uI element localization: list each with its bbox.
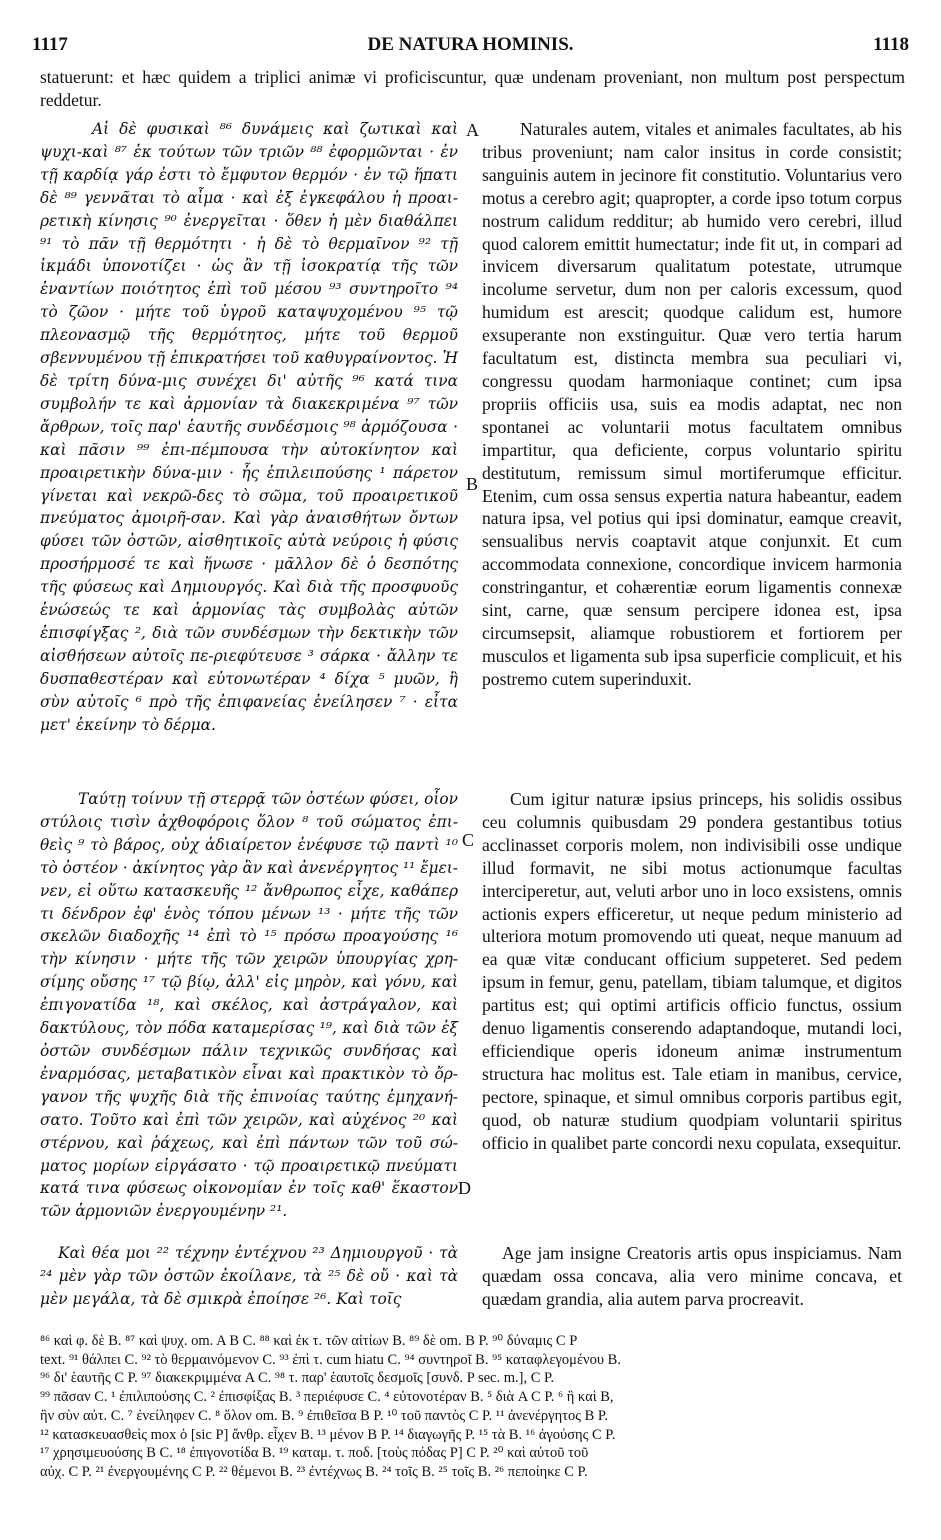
margin-marker-d: D (458, 1178, 471, 1198)
footnote-line: αὐχ. C P. ²¹ ἐνεργουμένης C P. ²² θέμενοι B. ²³ ἐντέχνως B. ²⁴ τοῖς B. ²⁵ τοῖς B. ²⁶ πεποίηκε C P. (40, 1463, 588, 1480)
latin-text-1: Naturales autem, vitales et animales facultates, ab his tribus proveniunt; nam calor insitus in corde consistit; sanguinis autem in jecinore fit constitutio. Voluntarius vero motus a cerebro agit; quapropter, a corde ipso totum corpus nostrum calidum redditur; ab humido vero cerebri, illud quod calorem emittit humectatur; inde fit ut, in compari ad invicem diversarum qualitatum potestate, utrumque incolume servetur, dum non per caloris excessum, quod humidum est arescit; quodque calidum est, humore exsuperante non exstinguitur. Quæ vero tertia harum facultatum est, distincta membra sua peculiari vi, congressu quodam harmoniaque continet; cum ipsa propriis officiis usa, suis ea modis adaptat, nec non spontanei ac voluntarii motus facultatem omnibus impartitur, qua deficiente, corpus voluntario spiritu destitutum, remissum simul mortiferumque efficitur. Etenim, cum ossa sensus expertia natura habeantur, eadem natura ipsa, vel potius qui ipsi dominatur, eamque creavit, sensualibus nervis coaptavit atque conjunxit. Et cum accommodata connexione, concordique invicem harmonia constringantur, et cohærentiæ eorum ligamentis connexæ sint, carne, quæ sensum percipere idonea est, ipsa circumsepsit, aliamque robustiorem et fortiorem per musculos et ligamenta sub ipsa superficie complicuit, et his postremo cutem superinduxit. (482, 119, 902, 689)
latin-paragraph-2 (482, 788, 902, 1155)
greek-text-1: Αἱ δὲ φυσικαὶ ⁸⁶ δυνάμεις καὶ ζωτικαὶ καὶ ψυχι-καὶ ⁸⁷ ἐκ τούτων τῶν τριῶν ⁸⁸ ἐφορμῶνται · ἐν τῇ καρδίᾳ γάρ ἐστι τὸ ἔμφυτον θερμόν · ἐν τῷ ἥπατι δὲ ⁸⁹ γεννᾶται τὸ αἷμα · καὶ ἐξ ἐγκεφάλου ἡ προαι-ρετικὴ κίνησις ⁹⁰ ἐνεργεῖται · ὅθεν ἡ μὲν διαθάλπει ⁹¹ τὸ πᾶν τῇ θερμότητι · ἡ δὲ τὸ θερμαῖνον ⁹² τῇ ἰκμάδι ὑπονοτίζει · ὡς ἂν τῇ ἰσοκρατίᾳ τῆς τῶν ἐναντίων ποιότητος ἐπὶ τοῦ μέσου ⁹³ συντηροῖτο ⁹⁴ τὸ ζῶον · μήτε τοῦ ὑγροῦ καταψυχομένου ⁹⁵ τῷ πλεονασμῷ τῆς θερμότητος, μήτε τοῦ θερμοῦ σβεννυμένου τῇ ἐπικρατήσει τοῦ καθυγραίνοντος. Ἡ δὲ τρίτη δύνα-μις συνέχει δι' αὐτῆς ⁹⁶ κατά τινα συμβολήν τε καὶ ἁρμονίαν τὰ διακεκριμένα ⁹⁷ τῶν ἄρθρων, τοῖς παρ' ἑαυτῆς συνδέσμοις ⁹⁸ ἁρμόζουσα · καὶ πᾶσιν ⁹⁹ ἐπι-πέμπουσα τὴν αὐτοκίνητον καὶ προαιρετικὴν δύνα-μιν · ἧς ἐπιλειπούσης ¹ πάρετον γίνεται καὶ νεκρῶ-δες τὸ σῶμα, τοῦ προαιρετικοῦ πνεύματος ἀμοιρῆ-σαν. Καὶ γὰρ ἀναισθήτων ὄντων φύσει τῶν ὀστῶν, αἰσθητικοῖς αὐτὰ νεύροις ἡ φύσις προσήρμοσέ τε καὶ ἥνωσε · μᾶλλον δὲ ὁ δεσπότης τῆς φύσεως καὶ Δημιουργός. Καὶ διὰ τῆς προσφυοῦς ἑνώσεώς τε καὶ ἁρμονίας τὰς συμβολὰς αὐτῶν ἐπισφίγξας ², διὰ τῶν συνδέσμων τὴν δεκτικὴν τῶν αἰσθήσεων αὐτοῖς πε-ριεφύτευσε ³ σάρκα · ἄλλην τε δυσπαθεστέραν καὶ εὐτονωτέραν ⁴ δίχα ⁵ μυῶν, ἣ σὺν αὐτοῖς ⁶ πρὸ τῆς ἐπιφανείας ἐνείλησεν ⁷ · εἶτα μετ' ἐκείνην τὸ δέρμα. (40, 120, 458, 734)
footnote-line: ¹² κατασκευασθεὶς mox ὁ [sic P] ἄνθρ. εἶχεν B. ¹³ μένον B P. ¹⁴ διαγωγῆς P. ¹⁵ τὰ B. ¹⁶ ἀγούσης C P. (40, 1426, 616, 1443)
latin-text-2: Cum igitur naturæ ipsius princeps, his solidis ossibus ceu columnis quibusdam 29 pondera gestantibus totius acclinasset corporis molem, non indivisibili osse undique illud formavit, ne sibi motus actionumque facultas interciperetur, aut, veluti arbor uno in loco exsistens, omnis actionis expers efficeretur, ut neque pedum ministerio ad ulteriora motum promovendo uti queat, neque manuum ad ea quæ vitæ conducant officium suppeteret. Sed pedem ipsum in femur, genu, patellam, tibiam talumque, et digitos partitus est; qui optimi artificis officio functus, ossium denuo ligamentis conserendo adaptandoque, mutandi loci, efficiendique operis idoneum animæ instrumentum structura hac molitus est. Tale etiam in manibus, cervice, pectore, spinaque, et simul omnibus corporis partibus egit, quod, ob naturæ studium quodpiam voluntarii spiritus officio in qualibet parte concordi nexu copulata, exsequitur. (482, 789, 902, 1153)
page-header (32, 34, 909, 58)
greek-paragraph-2 (40, 788, 458, 1223)
latin-paragraph-1 (482, 118, 902, 691)
greek-paragraph-3 (40, 1242, 458, 1311)
running-title: DE NATURA HOMINIS. (367, 34, 574, 55)
greek-text-3: Καὶ θέα μοι ²² τέχνην ἐντέχνου ²³ Δημιουργοῦ · τὰ ²⁴ μὲν γὰρ τῶν ὀστῶν ἐκοίλανε, τὰ ²⁵ δὲ οὔ · καὶ τὰ μὲν μεγάλα, τὰ δὲ σμικρὰ ἐποίησε ²⁶. Καὶ τοῖς (40, 1244, 458, 1308)
left-page-number: 1117 (32, 34, 68, 55)
latin-text-3: Age jam insigne Creatoris artis opus inspiciamus. Nam quædam ossa concava, alia vero minime concava, et quædam grandia, alia autem parva procreavit. (482, 1243, 902, 1309)
greek-paragraph-1 (40, 118, 458, 736)
opening-latin-line: statuerunt: et hæc quidem a triplici animæ vi proficiscuntur, quæ undenam proveniant, non multum post perspectum reddetur. (40, 67, 905, 110)
footnote-line: ⁹⁹ πᾶσαν C. ¹ ἐπιλιπούσης C. ² ἐπισφίξας B. ³ περιέφυσε C. ⁴ εὐτονοτέραν B. ⁵ διὰ A C P. ⁶ ἣ καὶ B, (40, 1389, 614, 1406)
footnote-line: ⁸⁶ καὶ φ. δὲ B. ⁸⁷ καὶ ψυχ. om. A B C. ⁸⁸ καὶ ἐκ τ. τῶν αἰτίων B. ⁸⁹ δὲ om. B P. ⁹⁰ δύναμις C P (40, 1333, 578, 1349)
right-page-number: 1118 (873, 34, 909, 55)
margin-marker-c: C (462, 830, 475, 850)
footnote-line: ¹⁷ χρησιμευούσης B C. ¹⁸ ἐπιγονοτίδα B. ¹⁹ καταμ. τ. ποδ. [τοὺς πόδας P] C P. ²⁰ καὶ αὐτοῦ τοῦ (40, 1445, 589, 1462)
margin-marker-b: B (466, 474, 479, 494)
latin-paragraph-3 (482, 1242, 902, 1311)
footnote-line: ἣν σὺν αὐτ. C. ⁷ ἐνείληφεν C. ⁸ ὅλον om. B. ⁹ ἐπιθεῖσα B P. ¹⁰ τοῦ παντὸς C P. ¹¹ ἀνενέργητος B P. (40, 1407, 608, 1424)
greek-text-2: Ταύτῃ τοίνυν τῇ στερρᾷ τῶν ὀστέων φύσει, οἷον στύλοις τισὶν ἀχθοφόροις ὅλον ⁸ τοῦ σώματος ἐπι-θεὶς ⁹ τὸ βάρος, οὐχ ἀδιαίρετον ἐνέφυσε τῷ παντὶ ¹⁰ τὸ ὀστέον · ἀκίνητος γὰρ ἂν καὶ ἀνενέργητος ¹¹ ἔμει-νεν, εἰ οὕτω κατασκευῆς ¹² ἄνθρωπος εἶχε, καθάπερ τι δένδρον ἐφ' ἑνὸς τόπου μένων ¹³ · μήτε τῆς τῶν σκελῶν διαδοχῆς ¹⁴ ἐπὶ τὸ ¹⁵ πρόσω προαγούσης ¹⁶ τὴν κίνησιν · μήτε τῆς τῶν χειρῶν ὑπουργίας χρη-σίμης οὔσης ¹⁷ τῷ βίῳ, ἀλλ' εἰς μηρὸν, καὶ γόνυ, καὶ ἐπιγονατίδα ¹⁸, καὶ σκέλος, καὶ ἀστράγαλον, καὶ δακτύλους, τὸν πόδα καταμερίσας ¹⁹, καὶ διὰ τῶν ἐξ ὀστῶν συνδέσμων πάλιν τεχνικῶς συνδήσας καὶ ἐναρμόσας, μεταβατικὸν εἶναι καὶ πρακτικὸν τὸ ὄρ-γανον τῆς ψυχῆς διὰ τῆς ἐπινοίας ταύτης ἐμηχανή-σατο. Τοῦτο καὶ ἐπὶ τῶν χειρῶν, καὶ αὐχένος ²⁰ καὶ στέρνου, καὶ ῥάχεως, καὶ ἐπὶ πάντων τῶν τοῦ σώ-ματος μορίων εἰργάσατο · τῷ προαιρετικῷ πνεύματι κατά τινα φύσεως οἰκονομίαν ἐν τοῖς καθ' ἕκαστον τῶν ἁρμονιῶν ἐνεργουμένην ²¹. (40, 790, 459, 1221)
margin-marker-a: A (466, 120, 479, 140)
footnote-line: ⁹⁶ δι' ἑαυτῆς C P. ⁹⁷ διακεκριμμένα A C. ⁹⁸ τ. παρ' ἑαυτοῖς δεσμοῖς [συνδ. P sec. m.], C P. (40, 1370, 555, 1387)
footnotes (40, 1332, 905, 1482)
footnote-line: text. ⁹¹ θάλπει C. ⁹² τὸ θερμαινόμενον C. ⁹³ ἐπὶ τ. cum hiatu C. ⁹⁴ συντηροῖ B. ⁹⁵ καταφλεγομένου B. (40, 1351, 621, 1368)
